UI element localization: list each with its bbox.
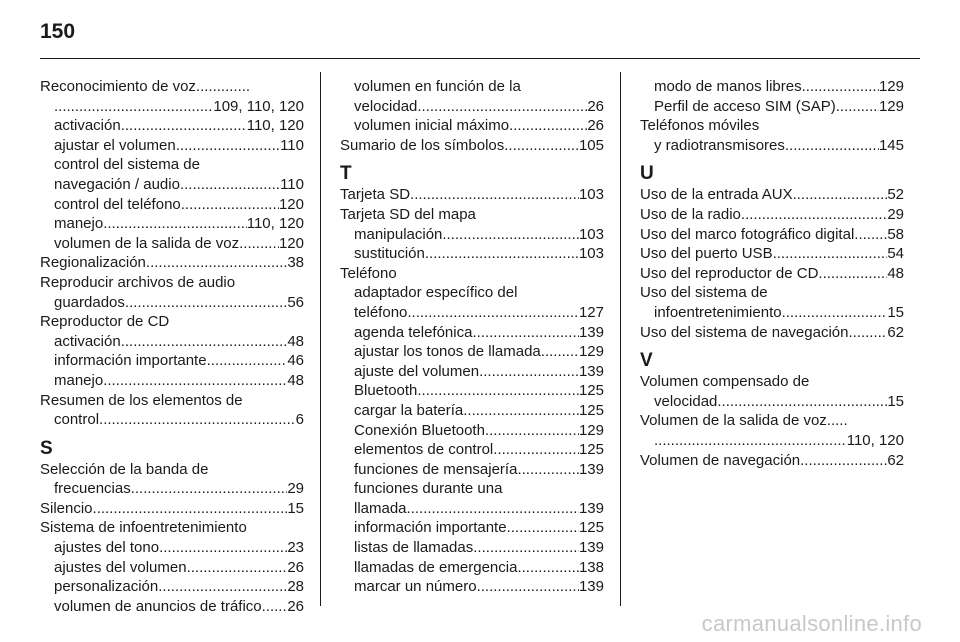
entry-term: volumen de la salida de voz [54, 234, 240, 252]
page-reference: 58 [887, 225, 904, 243]
dot-leader [239, 234, 279, 254]
page-reference: 29 [287, 480, 304, 498]
dot-leader [793, 185, 888, 205]
dot-leader [836, 97, 879, 117]
entry-term: Uso de la radio [640, 205, 741, 223]
dot-leader [818, 264, 887, 284]
index-heading: Teléfonos móviles [640, 117, 760, 135]
dot-leader [187, 558, 288, 578]
index-subentry [40, 371, 304, 391]
dot-leader [176, 136, 280, 156]
page-reference: 139 [578, 460, 604, 478]
dot-leader [785, 136, 879, 156]
index-subentry [340, 323, 604, 343]
dot-leader [477, 577, 579, 597]
dot-leader [407, 499, 579, 519]
index-heading: Volumen compensado de [640, 373, 810, 391]
dot-leader [504, 136, 579, 156]
dot-leader [121, 116, 247, 136]
index-subentry [340, 116, 604, 136]
page-reference: 139 [578, 362, 604, 380]
dot-leader [410, 185, 579, 205]
index-subentry [40, 175, 304, 195]
section-letter: U [640, 163, 654, 185]
page-reference: 62 [887, 451, 904, 469]
entry-term: Regionalización [40, 254, 146, 272]
page-reference: 139 [578, 499, 604, 517]
entry-term: Uso del marco fotográfico digital [640, 225, 855, 243]
entry-term: activación [54, 117, 121, 135]
dot-leader [717, 392, 887, 412]
page-reference: 15 [887, 303, 904, 321]
dot-leader [848, 323, 887, 343]
page-reference: 26 [587, 97, 604, 115]
index-entry [640, 244, 904, 264]
section-letter: S [40, 437, 53, 459]
page-reference: 62 [887, 323, 904, 341]
dot-leader [425, 244, 579, 264]
page-reference: 129 [878, 97, 904, 115]
section-letter: T [340, 163, 352, 185]
entry-term: Sumario de los símbolos [340, 136, 505, 154]
page-reference: 103 [578, 186, 604, 204]
entry-term: Uso de la entrada AUX [640, 186, 793, 204]
page-reference: 125 [578, 441, 604, 459]
dot-leader [507, 518, 579, 538]
index-subentry [640, 77, 904, 97]
page-reference: 46 [287, 352, 304, 370]
page-reference: 103 [578, 225, 604, 243]
page-reference: 110 [280, 175, 304, 193]
index-subentry [340, 421, 604, 441]
index-subheading: funciones durante una [354, 480, 503, 498]
dot-leader [407, 303, 579, 323]
index-subentry [40, 195, 304, 215]
index-heading: Reproducir archivos de audio [40, 273, 236, 291]
index-column-1 [40, 77, 304, 616]
watermark: carmanualsonline.info [701, 611, 922, 636]
entry-term: ajuste del volumen [354, 362, 480, 380]
page-reference: 56 [287, 293, 304, 311]
index-subentry [340, 401, 604, 421]
entry-term: activación [54, 332, 121, 350]
index-subheading: adaptador específico del [354, 284, 518, 302]
entry-term: Bluetooth [354, 382, 418, 400]
entry-term: teléfono [354, 303, 408, 321]
index-subentry [40, 577, 304, 597]
dot-leader [541, 342, 579, 362]
page-reference: 129 [878, 78, 904, 95]
index-subentry [640, 136, 904, 156]
index-entry [40, 499, 304, 519]
dot-leader [54, 97, 213, 117]
index-subheading: control del sistema de [54, 156, 200, 174]
index-entry [640, 185, 904, 205]
index-heading: Resumen de los elementos de [40, 391, 243, 409]
page-reference: 29 [887, 205, 904, 223]
index-entry [640, 225, 904, 245]
entry-term: ajustar el volumen [54, 136, 176, 154]
index-subentry [340, 538, 604, 558]
index-subentry [340, 518, 604, 538]
entry-term: llamadas de emergencia [354, 558, 518, 576]
entry-term: ajustes del tono [54, 539, 160, 557]
index-subentry [40, 234, 304, 254]
page-reference: 26 [587, 117, 604, 135]
dot-leader [181, 195, 279, 215]
dot-leader [103, 371, 287, 391]
index-subentry [340, 577, 604, 597]
index-heading: Sistema de infoentretenimiento [40, 519, 247, 537]
column-divider [320, 72, 321, 606]
index-subentry [40, 538, 304, 558]
page-reference: 110, 120 [246, 117, 304, 135]
index-heading: Volumen de la salida de voz..... [640, 412, 848, 430]
page-reference: 6 [295, 411, 304, 429]
index-column-3 [640, 77, 904, 470]
page-reference: 129 [578, 343, 604, 361]
index-subentry [40, 558, 304, 578]
page-reference: 139 [578, 323, 604, 341]
page-reference: 120 [278, 234, 304, 252]
page-reference: 23 [287, 539, 304, 557]
entry-term: agenda telefónica [354, 323, 473, 341]
dot-leader [146, 253, 287, 273]
index-subentry [340, 440, 604, 460]
dot-leader [517, 558, 579, 578]
dot-leader [207, 351, 288, 371]
index-subentry [40, 293, 304, 313]
page-reference: 125 [578, 401, 604, 419]
entry-term: guardados [54, 293, 125, 311]
dot-leader [741, 205, 887, 225]
header-rule [40, 58, 920, 59]
dot-leader [180, 175, 280, 195]
page-reference: 48 [887, 264, 904, 282]
entry-term: infoentretenimiento [654, 303, 782, 321]
dot-leader [262, 597, 288, 617]
page-reference: 26 [287, 558, 304, 576]
index-heading: Tarjeta SD del mapa [340, 205, 476, 223]
index-subentry [340, 362, 604, 382]
index-subentry [40, 97, 304, 117]
page-reference: 26 [287, 597, 304, 615]
entry-term: y radiotransmisores [654, 136, 785, 154]
page-reference: 38 [287, 254, 304, 272]
page-reference: 110, 120 [246, 215, 304, 233]
dot-leader [479, 362, 579, 382]
dot-leader [442, 225, 579, 245]
page-reference: 28 [287, 578, 304, 596]
entry-term: Uso del puerto USB [640, 245, 773, 263]
entry-term: elementos de control [354, 441, 494, 459]
index-subentry [340, 97, 604, 117]
index-subheading: volumen en función de la [354, 78, 521, 95]
dot-leader [463, 401, 579, 421]
page-reference: 48 [287, 371, 304, 389]
page-reference: 15 [287, 499, 304, 517]
index-heading: Reconocimiento de voz............. [40, 78, 251, 95]
page-reference: 109, 110, 120 [213, 97, 304, 115]
entry-term: modo de manos libres [654, 78, 802, 95]
dot-leader [158, 577, 287, 597]
index-subentry [640, 97, 904, 117]
index-entry [640, 323, 904, 343]
entry-term: control [54, 411, 100, 429]
index-subentry [640, 431, 904, 451]
index-entry [340, 136, 604, 156]
dot-leader [103, 214, 247, 234]
index-subentry [340, 558, 604, 578]
index-entry [40, 253, 304, 273]
index-entry [640, 451, 904, 471]
index-subentry [40, 597, 304, 617]
index-subentry [340, 342, 604, 362]
page-reference: 125 [578, 519, 604, 537]
entry-term: manejo [54, 371, 104, 389]
entry-term: marcar un número [354, 578, 477, 596]
index-column-2 [340, 77, 604, 597]
index-subentry [40, 116, 304, 136]
entry-term: navegación / audio [54, 175, 180, 193]
entry-term: Tarjeta SD [340, 186, 411, 204]
entry-term: frecuencias [54, 480, 131, 498]
index-subentry [340, 381, 604, 401]
dot-leader [99, 410, 296, 430]
index-subentry [40, 351, 304, 371]
index-entry [340, 185, 604, 205]
index-subentry [640, 303, 904, 323]
page-reference: 110, 120 [846, 431, 904, 449]
dot-leader [782, 303, 888, 323]
page-reference: 145 [878, 136, 904, 154]
dot-leader [800, 451, 887, 471]
index-subentry [40, 410, 304, 430]
entry-term: Uso del reproductor de CD [640, 264, 819, 282]
entry-term: ajustes del volumen [54, 558, 187, 576]
index-subentry [340, 225, 604, 245]
entry-term: cargar la batería [354, 401, 464, 419]
entry-term: manipulación [354, 225, 443, 243]
page-number: 150 [40, 20, 76, 43]
dot-leader [125, 293, 287, 313]
dot-leader [854, 225, 887, 245]
entry-term: manejo [54, 215, 104, 233]
page-reference: 110 [280, 136, 304, 154]
index-subentry [340, 499, 604, 519]
dot-leader [485, 421, 579, 441]
dot-leader [654, 431, 847, 451]
section-letter: V [640, 350, 653, 372]
page-reference: 103 [578, 245, 604, 263]
dot-leader [509, 116, 587, 136]
index-heading: Uso del sistema de [640, 284, 768, 302]
page-reference: 48 [287, 332, 304, 350]
entry-term: llamada [354, 499, 407, 517]
dot-leader [802, 77, 879, 97]
column-divider [620, 72, 621, 606]
index-subentry [340, 244, 604, 264]
index-subentry [40, 136, 304, 156]
page-reference: 138 [578, 558, 604, 576]
index-heading: Teléfono [340, 264, 397, 282]
dot-leader [93, 499, 288, 519]
dot-leader [517, 460, 579, 480]
entry-term: velocidad [654, 392, 718, 410]
dot-leader [121, 332, 288, 352]
page-reference: 120 [278, 195, 304, 213]
dot-leader [417, 97, 587, 117]
dot-leader [417, 381, 579, 401]
entry-term: velocidad [354, 97, 418, 115]
page-reference: 125 [578, 382, 604, 400]
page-reference: 139 [578, 539, 604, 557]
entry-term: Uso del sistema de navegación [640, 323, 849, 341]
entry-term: funciones de mensajería [354, 460, 518, 478]
page-reference: 15 [887, 392, 904, 410]
index-entry [640, 264, 904, 284]
page-reference: 127 [578, 303, 604, 321]
dot-leader [773, 244, 888, 264]
page-reference: 52 [887, 186, 904, 204]
page-reference: 139 [578, 578, 604, 596]
entry-term: información importante [354, 519, 507, 537]
dot-leader [472, 323, 579, 343]
entry-term: Conexión Bluetooth [354, 421, 485, 439]
entry-term: personalización [54, 578, 159, 596]
index-subentry [640, 392, 904, 412]
entry-term: listas de llamadas [354, 539, 474, 557]
entry-term: Volumen de navegación [640, 451, 801, 469]
entry-term: Silencio [40, 499, 93, 517]
page-reference: 105 [578, 136, 604, 154]
index-subentry [40, 214, 304, 234]
index-subentry [40, 479, 304, 499]
index-subentry [340, 460, 604, 480]
entry-term: información importante [54, 352, 207, 370]
index-subentry [340, 303, 604, 323]
entry-term: volumen inicial máximo [354, 117, 510, 135]
entry-term: volumen de anuncios de tráfico [54, 597, 262, 615]
index-subentry [40, 332, 304, 352]
dot-leader [131, 479, 288, 499]
index-entry [640, 205, 904, 225]
dot-leader [159, 538, 287, 558]
page-reference: 54 [887, 245, 904, 263]
entry-term: Perfil de acceso SIM (SAP) [654, 97, 836, 115]
index-heading: Selección de la banda de [40, 460, 209, 478]
dot-leader [473, 538, 579, 558]
entry-term: control del teléfono [54, 195, 181, 213]
page-reference: 129 [578, 421, 604, 439]
entry-term: ajustar los tonos de llamada [354, 343, 541, 361]
index-heading: Reproductor de CD [40, 313, 170, 331]
entry-term: sustitución [354, 245, 425, 263]
dot-leader [493, 440, 579, 460]
